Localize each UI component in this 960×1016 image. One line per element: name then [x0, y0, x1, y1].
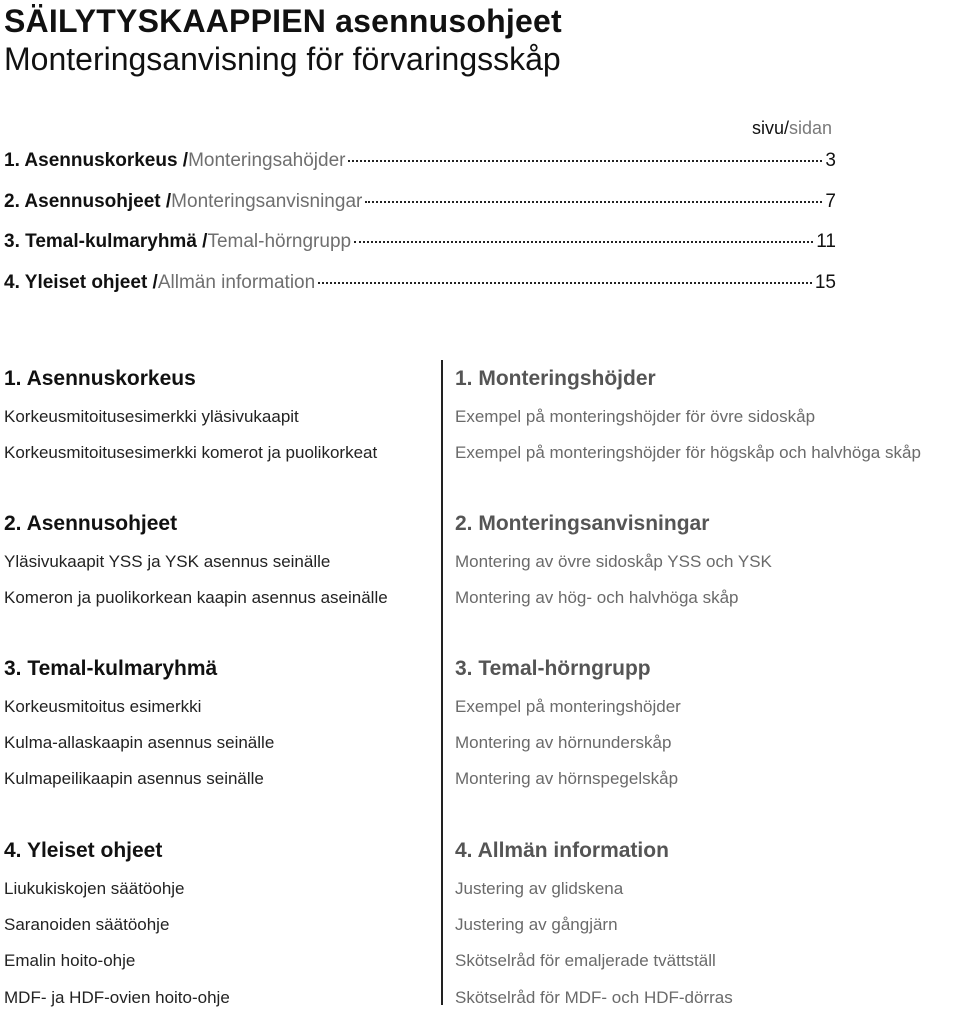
toc-leader-dots: [348, 160, 822, 162]
section-fi-3: [4, 653, 434, 798]
section-heading: 1. Monteringshöjder: [455, 367, 656, 390]
column-divider: [441, 360, 443, 1005]
page-column-header: [752, 118, 832, 139]
section-fi-4: [4, 835, 434, 1016]
section-fi-2: [4, 508, 434, 616]
toc-entry-sv: Monteringsanvisningar: [171, 190, 363, 212]
document-title: SÄILYTYSKAAPPIEN asennusohjeet: [4, 3, 562, 39]
section-heading: 2. Asennusohjeet: [4, 512, 178, 535]
toc-entry-4[interactable]: [4, 272, 836, 313]
section-item: Komeron ja puolikorkean kaapin asennus aseinälle: [4, 588, 388, 608]
section-item: Justering av glidskena: [455, 879, 624, 898]
section-item: Korkeusmitoitusesimerkki komerot ja puolikorkeat: [4, 443, 378, 463]
toc-page-number: 7: [825, 190, 836, 212]
toc-entry-sv: Monteringsahöjder: [188, 150, 346, 171]
section-heading: 3. Temal-kulmaryhmä: [4, 657, 218, 680]
section-item: Montering av hörnspegelskåp: [455, 769, 679, 789]
toc-entry-sv: Temal-hörngrupp: [207, 231, 352, 252]
section-item: Emalin hoito-ohje: [4, 951, 136, 971]
section-heading: 3. Temal-hörngrupp: [455, 657, 651, 680]
section-item: Montering av hörnunderskåp: [455, 733, 672, 753]
page-label-sv: sidan: [788, 118, 832, 138]
section-item: Yläsivukaapit YSS ja YSK asennus seinälle: [4, 552, 331, 571]
section-item: Montering av hög- och halvhöga skåp: [455, 588, 739, 608]
toc-entry-2[interactable]: [4, 191, 836, 232]
toc-entry-fi: 4. Yleiset ohjeet /: [4, 271, 158, 293]
section-item: Korkeusmitoitus esimerkki: [4, 697, 202, 716]
table-of-contents: [4, 150, 836, 312]
section-item: Kulmapeilikaapin asennus seinälle: [4, 769, 264, 789]
toc-entry-fi: 1. Asennuskorkeus /: [4, 150, 189, 171]
section-heading: 4. Allmän information: [455, 839, 669, 862]
section-sv-1: [455, 363, 960, 471]
section-item: Liukukiskojen säätöohje: [4, 879, 185, 898]
toc-leader-dots: [318, 282, 812, 284]
section-item: MDF- ja HDF-ovien hoito-ohje: [4, 987, 230, 1007]
section-item: Montering av övre sidoskåp YSS och YSK: [455, 552, 772, 571]
section-item: Justering av gångjärn: [455, 915, 618, 935]
toc-entry-sv: Allmän information: [157, 271, 316, 293]
section-item: Korkeusmitoitusesimerkki yläsivukaapit: [4, 407, 299, 426]
toc-leader-dots: [365, 201, 822, 203]
toc-page-number: 3: [825, 150, 836, 171]
toc-page-number: 11: [816, 231, 836, 252]
section-item: Kulma-allaskaapin asennus seinälle: [4, 733, 275, 753]
toc-entry-fi: 2. Asennusohjeet /: [4, 190, 172, 212]
section-item: Skötselråd för emaljerade tvättställ: [455, 951, 716, 971]
section-heading: 1. Asennuskorkeus: [4, 367, 196, 390]
section-item: Exempel på monteringshöjder: [455, 697, 681, 716]
toc-page-number: 15: [814, 271, 836, 293]
toc-entry-fi: 3. Temal-kulmaryhmä /: [4, 231, 208, 252]
section-item: Exempel på monteringshöjder för övre sidoskåp: [455, 407, 816, 426]
toc-entry-1[interactable]: [4, 150, 836, 191]
document-subtitle: Monteringsanvisning för förvaringsskåp: [4, 41, 561, 77]
section-sv-4: [455, 835, 960, 1016]
section-sv-3: [455, 653, 960, 798]
toc-entry-3[interactable]: [4, 231, 836, 272]
section-heading: 2. Monteringsanvisningar: [455, 512, 710, 535]
section-item: Saranoiden säätöohje: [4, 915, 170, 935]
section-fi-1: [4, 363, 434, 471]
toc-leader-dots: [354, 241, 813, 243]
page-label-fi: sivu/: [751, 118, 789, 138]
section-sv-2: [455, 508, 960, 616]
section-heading: 4. Yleiset ohjeet: [4, 839, 163, 862]
section-item: Exempel på monteringshöjder för högskåp och halvhöga skåp: [455, 443, 921, 463]
section-item: Skötselråd för MDF- och HDF-dörras: [455, 987, 733, 1007]
